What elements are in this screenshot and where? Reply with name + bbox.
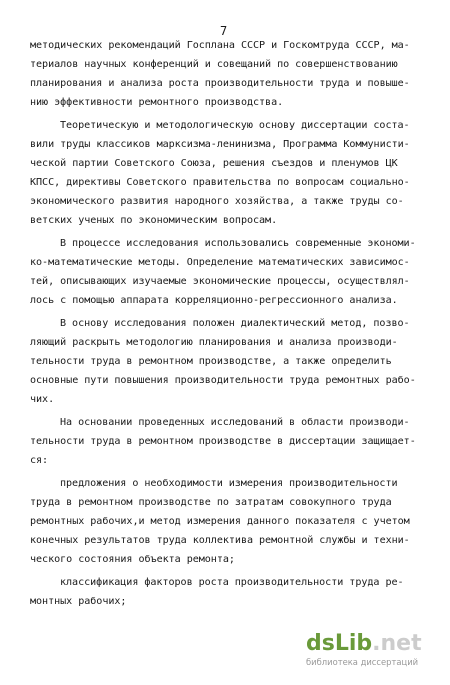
text-line: ко-математические методы. Определение математических зависимос- <box>30 257 410 268</box>
text-line: нию эффективности ремонтного производства. <box>30 97 284 108</box>
text-line: ческого состояния объекта ремонта; <box>30 554 235 565</box>
watermark <box>306 631 436 671</box>
text-line: ческой партии Советского Союза, решения съездов и пленумов ЦК <box>30 158 398 169</box>
text-line: ся: <box>30 455 49 466</box>
text-line: На основании проведенных исследований в области производи- <box>60 417 410 428</box>
text-line: монтных рабочих; <box>30 596 127 607</box>
text-line: тельности труда в ремонтном производстве, а также определить <box>30 356 392 367</box>
text-line: экономического развития народного хозяйства, а также труды со- <box>30 196 404 207</box>
text-line: В процессе исследования использовались современные экономи- <box>60 238 416 249</box>
text-line: тей, описывающих изучаемые экономические процессы, осуществлял- <box>30 276 410 287</box>
text-line: методических рекомендаций Госплана СССР и Госкомтруда СССР, ма- <box>30 40 410 51</box>
text-line: классификация факторов роста производительности труда ре- <box>60 577 404 588</box>
text-line: Теоретическую и методологическую основу диссертации соста- <box>60 120 410 131</box>
text-line: труда в ремонтном производстве по затратам совокупного труда <box>30 497 392 508</box>
watermark-logo-main: dsLib <box>306 631 373 656</box>
text-line: чих. <box>30 394 55 405</box>
text-line: тельности труда в ремонтном производстве в диссертации защищает- <box>30 436 416 447</box>
text-line: вили труды классиков марксизма-ленинизма, Программа Коммунисти- <box>30 139 410 150</box>
text-line: ремонтных рабочих,и метод измерения данного показателя с учетом <box>30 516 410 527</box>
document-body <box>30 36 425 611</box>
text-line: КПСС, директивы Советского правительства по вопросам социально- <box>30 177 410 188</box>
text-line: конечных результатов труда коллектива ремонтной службы и техни- <box>30 535 410 546</box>
text-line: ветских ученых по экономическим вопросам. <box>30 215 278 226</box>
watermark-caption: библиотека диссертаций <box>306 657 419 667</box>
text-line: основные пути повышения производительности труда ремонтных рабо- <box>30 375 416 386</box>
text-line: ляющий раскрыть методологию планирования и анализа производи- <box>30 337 398 348</box>
page-number: 7 <box>220 24 228 38</box>
text-line: планирования и анализа роста производительности труда и повыше- <box>30 78 410 89</box>
text-line: териалов научных конференций и совещаний по совершенствованию <box>30 59 398 70</box>
text-line: лось с помощью аппарата корреляционно-регрессионного анализа. <box>30 295 398 306</box>
text-line: предложения о необходимости измерения производительности <box>60 478 398 489</box>
watermark-logo-suffix: .net <box>372 631 422 656</box>
text-line: В основу исследования положен диалектический метод, позво- <box>60 318 410 329</box>
watermark-logo <box>306 631 422 656</box>
